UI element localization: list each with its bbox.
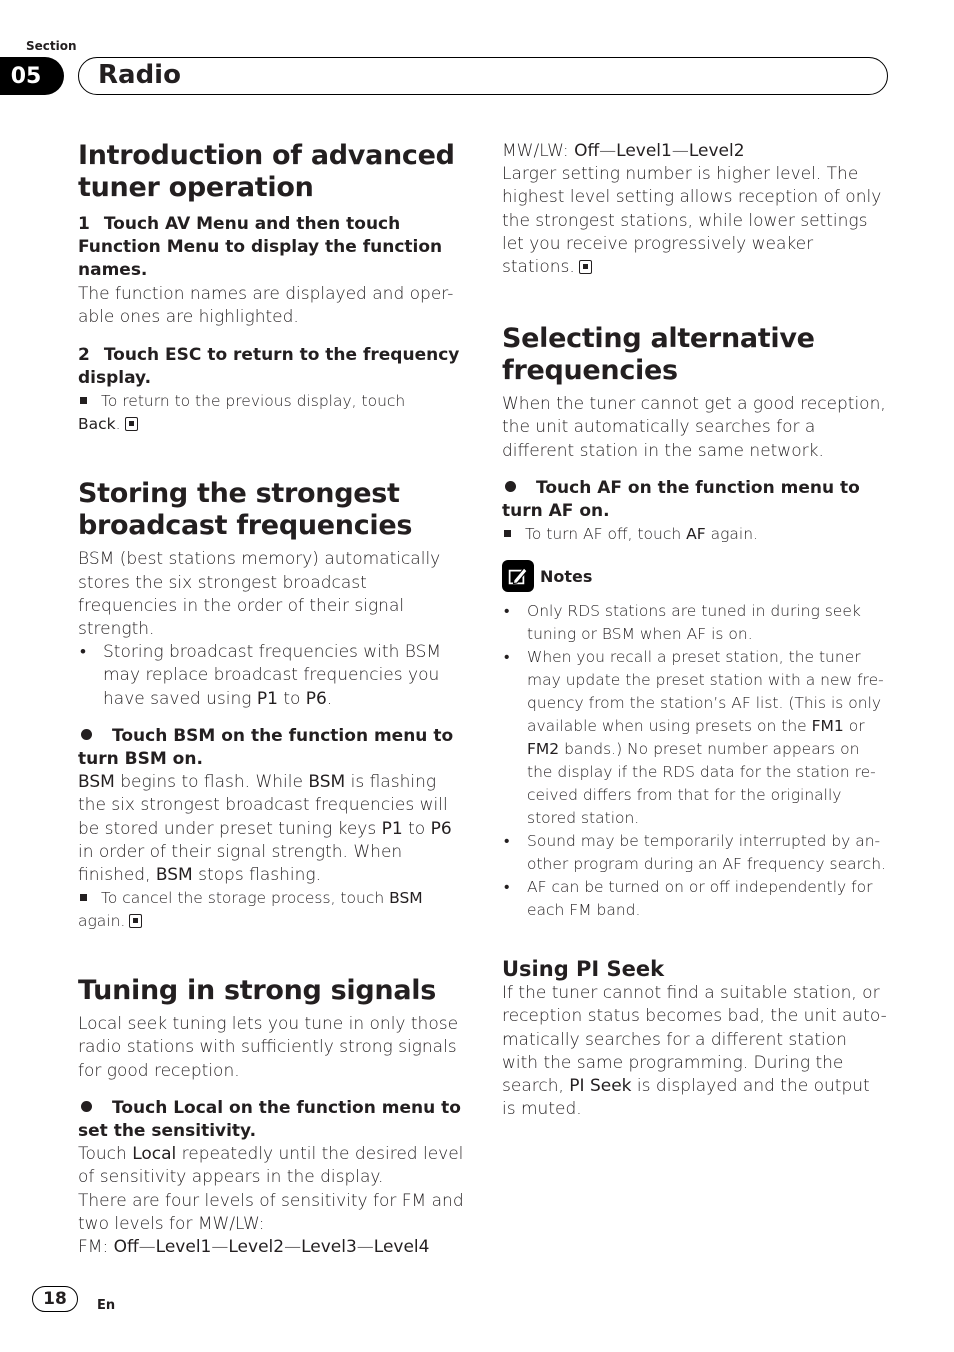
end-mark-icon bbox=[129, 914, 142, 928]
bullet-dot-icon bbox=[81, 1101, 92, 1112]
local-intro: Local seek tuning lets you tune in only those radio stations with sufficiently strong signals for good reception. bbox=[78, 1014, 459, 1081]
bsm-bullet: • Storing broadcast frequencies with BSM may replace broadcast frequencies you have saved using P1 to P6. bbox=[78, 641, 464, 711]
step-text: Touch AV Menu and then touch Function Menu to display the function names. bbox=[78, 214, 443, 281]
page-number: 18 bbox=[32, 1286, 78, 1312]
note-item: • AF can be turned on or off independently for each FM band. bbox=[502, 876, 887, 922]
intro-step-2-note: To return to the previous display, touch Back. bbox=[78, 392, 406, 434]
local-levels-text: There are four levels of sensitivity for FM and two levels for MW/LW: bbox=[78, 1190, 464, 1234]
end-mark-icon bbox=[125, 417, 138, 431]
section-label: Section bbox=[26, 39, 77, 53]
bullet-dot-icon bbox=[81, 729, 92, 740]
local-heading: Tuning in strong signals bbox=[78, 975, 436, 1007]
note-item: • When you recall a preset station, the tuner may update the preset station with a new fre-quency from the station’s AF list. (This is only available when using presets on the FM1 or FM2 bands.) No preset number appears on the display if the RDS data for the station re-ceived differs from that for the originally stored station. bbox=[502, 646, 887, 830]
step-text: Touch ESC to return to the frequency display. bbox=[78, 345, 460, 389]
language-label: En bbox=[97, 1298, 116, 1313]
local-body: Touch Local repeatedly until the desired level of sensitivity appears in the display. bbox=[78, 1144, 464, 1188]
pi-seek-heading: Using PI Seek bbox=[502, 957, 665, 982]
header-bar bbox=[78, 57, 888, 95]
af-note: To turn AF off, touch AF again. bbox=[502, 523, 887, 546]
square-bullet-icon bbox=[504, 530, 511, 537]
square-bullet-icon bbox=[80, 397, 87, 404]
fm-levels: FM: Off—Level1—Level2—Level3—Level4 bbox=[78, 1237, 430, 1258]
chapter-title: Radio bbox=[98, 60, 181, 90]
note-item: • Only RDS stations are tuned in during seek tuning or BSM when AF is on. bbox=[502, 600, 887, 646]
bullet-dot-icon bbox=[505, 481, 516, 492]
local-step: Touch Local on the function menu to set the sensitivity. bbox=[78, 1097, 461, 1142]
left-column bbox=[78, 140, 464, 1259]
bsm-heading: Storing the strongest broadcast frequencies bbox=[78, 478, 413, 542]
intro-step-1-body: The function names are displayed and oper-able ones are highlighted. bbox=[78, 283, 454, 327]
notes-title: Notes bbox=[540, 566, 593, 586]
notes-list bbox=[502, 600, 887, 922]
bsm-intro: BSM (best stations memory) automatically stores the six strongest broadcast frequencies in the order of their signal strength. bbox=[78, 549, 441, 640]
af-step: Touch AF on the function menu to turn AF on. bbox=[502, 477, 860, 522]
mwlw-levels: MW/LW: Off—Level1—Level2 bbox=[502, 141, 745, 161]
bsm-body: BSM begins to flash. While BSM is flashing the six strongest broadcast frequencies will be stored under preset tuning keys P1 to P6 in order of their signal strength. When finished, BSM stops flashing. bbox=[78, 772, 452, 886]
af-heading: Selecting alternative frequencies bbox=[502, 323, 815, 387]
notes-header bbox=[502, 560, 887, 592]
right-column bbox=[502, 140, 887, 1121]
bsm-note: To cancel the storage process, touch BSM again. bbox=[78, 889, 423, 931]
pi-seek-body: If the tuner cannot find a suitable station, or reception status becomes bad, the unit auto-matically searches for a different station with the same programming. During the search, PI Seek is displayed and the output is muted. bbox=[502, 983, 887, 1120]
step-number: 1 bbox=[78, 214, 90, 234]
end-mark-icon bbox=[579, 260, 592, 274]
intro-step-2 bbox=[78, 344, 464, 390]
step-number: 2 bbox=[78, 345, 90, 366]
level-explanation: Larger setting number is higher level. The highest level setting allows reception of only the strongest stations, while lower settings let you receive progressively weaker stations. bbox=[502, 164, 882, 278]
pencil-note-icon bbox=[502, 560, 534, 592]
bsm-step: Touch BSM on the function menu to turn BSM on. bbox=[78, 725, 454, 770]
intro-heading: Introduction of advanced tuner operation bbox=[78, 140, 455, 203]
af-intro: When the tuner cannot get a good reception, the unit automatically searches for a different station in the same network. bbox=[502, 394, 886, 461]
intro-step-1 bbox=[78, 213, 464, 283]
section-number-badge: 05 bbox=[0, 57, 64, 95]
note-item: • Sound may be temporarily interrupted by an-other program during an AF frequency search. bbox=[502, 830, 887, 876]
square-bullet-icon bbox=[80, 894, 87, 901]
